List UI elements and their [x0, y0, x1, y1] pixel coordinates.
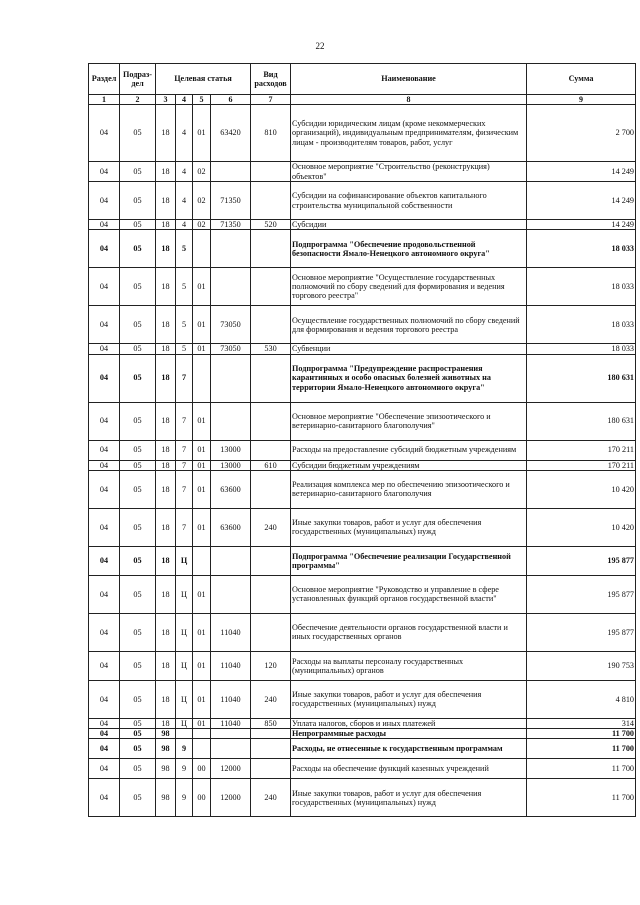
expense-type-cell: 530: [251, 344, 291, 354]
event-cell: 01: [193, 718, 211, 728]
event-cell: [193, 729, 211, 739]
subsection-cell: 05: [120, 651, 156, 680]
section-cell: 04: [89, 680, 120, 718]
table-row: [89, 182, 636, 220]
subsection-cell: 05: [120, 268, 156, 306]
subsection-cell: 05: [120, 162, 156, 182]
subsection-cell: 05: [120, 575, 156, 613]
direction-cell: [211, 402, 251, 440]
expense-type-cell: [251, 575, 291, 613]
subsection-cell: 05: [120, 759, 156, 779]
item-name-cell: Уплата налогов, сборов и иных платежей: [291, 718, 527, 728]
item-name-cell: Обеспечение деятельности органов государственной власти и иных государственных органов: [291, 613, 527, 651]
subsection-cell: 05: [120, 508, 156, 546]
subprogram-cell: 9: [176, 739, 193, 759]
subprogram-cell: 4: [176, 182, 193, 220]
event-cell: 02: [193, 182, 211, 220]
expense-type-cell: [251, 162, 291, 182]
column-number: 6: [211, 95, 251, 105]
amount-cell: 18 033: [527, 268, 636, 306]
subsection-cell: 05: [120, 220, 156, 230]
subprogram-cell: 5: [176, 306, 193, 344]
program-cell: 18: [156, 613, 176, 651]
subprogram-cell: 5: [176, 344, 193, 354]
program-cell: 98: [156, 739, 176, 759]
section-cell: 04: [89, 651, 120, 680]
direction-cell: 11040: [211, 651, 251, 680]
expense-type-cell: [251, 306, 291, 344]
section-cell: 04: [89, 546, 120, 575]
budget-table-body: [89, 105, 636, 817]
subsection-cell: 05: [120, 460, 156, 470]
item-name-cell: Подпрограмма "Обеспечение реализации Государственной программы": [291, 546, 527, 575]
item-name-cell: Основное мероприятие "Осуществление государственных полномочий по сбору сведений для формирования и ведения торгового реестра": [291, 268, 527, 306]
direction-cell: 13000: [211, 460, 251, 470]
event-cell: [193, 354, 211, 402]
direction-cell: 71350: [211, 220, 251, 230]
direction-cell: 12000: [211, 779, 251, 817]
table-row: [89, 680, 636, 718]
column-number-row: [89, 95, 636, 105]
event-cell: 01: [193, 402, 211, 440]
expense-type-cell: [251, 402, 291, 440]
table-row: [89, 575, 636, 613]
direction-cell: 11040: [211, 718, 251, 728]
program-cell: 18: [156, 508, 176, 546]
section-cell: 04: [89, 508, 120, 546]
amount-cell: 14 249: [527, 162, 636, 182]
expense-type-cell: [251, 354, 291, 402]
expense-type-cell: [251, 739, 291, 759]
direction-cell: 63420: [211, 105, 251, 162]
header-subsection: Подраз-дел: [120, 64, 156, 95]
section-cell: 04: [89, 344, 120, 354]
column-number: 9: [527, 95, 636, 105]
item-name-cell: Реализация комплекса мер по обеспечению эпизоотического и ветеринарно-санитарного благополучия: [291, 470, 527, 508]
amount-cell: 18 033: [527, 230, 636, 268]
event-cell: [193, 739, 211, 759]
section-cell: 04: [89, 460, 120, 470]
expense-type-cell: 810: [251, 105, 291, 162]
section-cell: 04: [89, 739, 120, 759]
program-cell: 18: [156, 546, 176, 575]
program-cell: 18: [156, 354, 176, 402]
table-row: [89, 354, 636, 402]
table-row: [89, 306, 636, 344]
subprogram-cell: 7: [176, 508, 193, 546]
subsection-cell: 05: [120, 306, 156, 344]
item-name-cell: Расходы на обеспечение функций казенных учреждений: [291, 759, 527, 779]
section-cell: 04: [89, 440, 120, 460]
amount-cell: 190 753: [527, 651, 636, 680]
section-cell: 04: [89, 718, 120, 728]
event-cell: 00: [193, 779, 211, 817]
subprogram-cell: 9: [176, 759, 193, 779]
item-name-cell: Субсидии бюджетным учреждениям: [291, 460, 527, 470]
subprogram-cell: 7: [176, 470, 193, 508]
program-cell: 18: [156, 268, 176, 306]
amount-cell: 195 877: [527, 575, 636, 613]
direction-cell: [211, 354, 251, 402]
expense-type-cell: [251, 546, 291, 575]
amount-cell: 4 810: [527, 680, 636, 718]
expense-type-cell: [251, 268, 291, 306]
subsection-cell: 05: [120, 729, 156, 739]
table-row: [89, 230, 636, 268]
section-cell: 04: [89, 613, 120, 651]
expense-type-cell: [251, 182, 291, 220]
section-cell: 04: [89, 182, 120, 220]
section-cell: 04: [89, 575, 120, 613]
table-row: [89, 344, 636, 354]
event-cell: 01: [193, 680, 211, 718]
program-cell: 98: [156, 759, 176, 779]
item-name-cell: Субсидии: [291, 220, 527, 230]
subsection-cell: 05: [120, 344, 156, 354]
program-cell: 18: [156, 220, 176, 230]
table-row: [89, 613, 636, 651]
amount-cell: 195 877: [527, 546, 636, 575]
header-type: Вид расходов: [251, 64, 291, 95]
table-row: [89, 729, 636, 739]
program-cell: 18: [156, 680, 176, 718]
column-number: 4: [176, 95, 193, 105]
section-cell: 04: [89, 470, 120, 508]
item-name-cell: Субвенции: [291, 344, 527, 354]
table-row: [89, 718, 636, 728]
subsection-cell: 05: [120, 105, 156, 162]
column-number: 2: [120, 95, 156, 105]
header-row: [89, 64, 636, 95]
event-cell: 02: [193, 162, 211, 182]
item-name-cell: Непрограммные расходы: [291, 729, 527, 739]
column-number: 1: [89, 95, 120, 105]
amount-cell: 18 033: [527, 306, 636, 344]
subprogram-cell: 7: [176, 460, 193, 470]
program-cell: 18: [156, 306, 176, 344]
amount-cell: 11 700: [527, 729, 636, 739]
program-cell: 18: [156, 162, 176, 182]
expense-type-cell: 610: [251, 460, 291, 470]
expense-type-cell: [251, 759, 291, 779]
program-cell: 18: [156, 440, 176, 460]
event-cell: 01: [193, 440, 211, 460]
expense-type-cell: [251, 440, 291, 460]
section-cell: 04: [89, 306, 120, 344]
program-cell: 18: [156, 182, 176, 220]
direction-cell: [211, 729, 251, 739]
section-cell: 04: [89, 729, 120, 739]
item-name-cell: Субсидии на софинансирование объектов капитального строительства муниципальной собственности: [291, 182, 527, 220]
item-name-cell: Субсидии юридическим лицам (кроме некоммерческих организаций), индивидуальным предпринимателям, физическим лицам - производителям товаров, работ, услуг: [291, 105, 527, 162]
direction-cell: [211, 739, 251, 759]
table-row: [89, 779, 636, 817]
direction-cell: [211, 546, 251, 575]
event-cell: 01: [193, 460, 211, 470]
direction-cell: 12000: [211, 759, 251, 779]
item-name-cell: Основное мероприятие "Обеспечение эпизоотического и ветеринарно-санитарного благополучия": [291, 402, 527, 440]
direction-cell: 63600: [211, 508, 251, 546]
subprogram-cell: Ц: [176, 546, 193, 575]
program-cell: 18: [156, 460, 176, 470]
subsection-cell: 05: [120, 402, 156, 440]
subprogram-cell: 5: [176, 230, 193, 268]
amount-cell: 11 700: [527, 779, 636, 817]
expense-type-cell: [251, 729, 291, 739]
table-row: [89, 220, 636, 230]
section-cell: 04: [89, 779, 120, 817]
header-section: Раздел: [89, 64, 120, 95]
table-row: [89, 105, 636, 162]
table-row: [89, 470, 636, 508]
amount-cell: 180 631: [527, 354, 636, 402]
item-name-cell: Подпрограмма "Обеспечение продовольственной безопасности Ямало-Ненецкого автономного округа": [291, 230, 527, 268]
item-name-cell: Осуществление государственных полномочий по сбору сведений для формирования и ведения торгового реестра: [291, 306, 527, 344]
subprogram-cell: Ц: [176, 613, 193, 651]
amount-cell: 314: [527, 718, 636, 728]
budget-table: [88, 63, 636, 817]
program-cell: 18: [156, 718, 176, 728]
subsection-cell: 05: [120, 230, 156, 268]
subsection-cell: 05: [120, 680, 156, 718]
table-row: [89, 759, 636, 779]
subsection-cell: 05: [120, 182, 156, 220]
table-row: [89, 440, 636, 460]
subprogram-cell: 4: [176, 105, 193, 162]
direction-cell: 71350: [211, 182, 251, 220]
table-row: [89, 460, 636, 470]
expense-type-cell: [251, 230, 291, 268]
section-cell: 04: [89, 759, 120, 779]
direction-cell: 11040: [211, 680, 251, 718]
expense-type-cell: 240: [251, 680, 291, 718]
column-number: 3: [156, 95, 176, 105]
direction-cell: 13000: [211, 440, 251, 460]
amount-cell: 14 249: [527, 182, 636, 220]
expense-type-cell: 240: [251, 779, 291, 817]
subsection-cell: 05: [120, 546, 156, 575]
amount-cell: 11 700: [527, 739, 636, 759]
event-cell: 01: [193, 344, 211, 354]
amount-cell: 18 033: [527, 344, 636, 354]
event-cell: 00: [193, 759, 211, 779]
column-number: 7: [251, 95, 291, 105]
event-cell: 01: [193, 613, 211, 651]
direction-cell: [211, 230, 251, 268]
item-name-cell: Иные закупки товаров, работ и услуг для обеспечения государственных (муниципальных) нужд: [291, 680, 527, 718]
event-cell: [193, 230, 211, 268]
table-row: [89, 402, 636, 440]
event-cell: 01: [193, 105, 211, 162]
program-cell: 18: [156, 230, 176, 268]
table-row: [89, 508, 636, 546]
direction-cell: [211, 162, 251, 182]
subsection-cell: 05: [120, 470, 156, 508]
event-cell: 01: [193, 651, 211, 680]
direction-cell: 11040: [211, 613, 251, 651]
subprogram-cell: 7: [176, 440, 193, 460]
event-cell: 01: [193, 470, 211, 508]
program-cell: 18: [156, 651, 176, 680]
section-cell: 04: [89, 354, 120, 402]
expense-type-cell: [251, 613, 291, 651]
amount-cell: 170 211: [527, 460, 636, 470]
subsection-cell: 05: [120, 739, 156, 759]
direction-cell: [211, 575, 251, 613]
section-cell: 04: [89, 230, 120, 268]
header-target: Целевая статья: [156, 64, 251, 95]
table-row: [89, 268, 636, 306]
item-name-cell: Иные закупки товаров, работ и услуг для обеспечения государственных (муниципальных) нужд: [291, 779, 527, 817]
subprogram-cell: 7: [176, 402, 193, 440]
table-row: [89, 651, 636, 680]
direction-cell: [211, 268, 251, 306]
program-cell: 98: [156, 729, 176, 739]
subprogram-cell: 7: [176, 354, 193, 402]
item-name-cell: Основное мероприятие "Руководство и управление в сфере установленных функций органов государственной власти": [291, 575, 527, 613]
amount-cell: 180 631: [527, 402, 636, 440]
section-cell: 04: [89, 402, 120, 440]
subprogram-cell: Ц: [176, 680, 193, 718]
subprogram-cell: Ц: [176, 718, 193, 728]
subsection-cell: 05: [120, 613, 156, 651]
event-cell: 01: [193, 508, 211, 546]
column-number: 8: [291, 95, 527, 105]
expense-type-cell: 120: [251, 651, 291, 680]
program-cell: 98: [156, 779, 176, 817]
subprogram-cell: 4: [176, 220, 193, 230]
event-cell: 01: [193, 268, 211, 306]
column-number: 5: [193, 95, 211, 105]
direction-cell: 63600: [211, 470, 251, 508]
program-cell: 18: [156, 575, 176, 613]
item-name-cell: Подпрограмма "Предупреждение распространения карантинных и особо опасных болезней животных на территории Ямало-Ненецкого автономного округа": [291, 354, 527, 402]
amount-cell: 2 700: [527, 105, 636, 162]
item-name-cell: Расходы на выплаты персоналу государственных (муниципальных) органов: [291, 651, 527, 680]
program-cell: 18: [156, 105, 176, 162]
event-cell: [193, 546, 211, 575]
item-name-cell: Иные закупки товаров, работ и услуг для обеспечения государственных (муниципальных) нужд: [291, 508, 527, 546]
header-sum: Сумма: [527, 64, 636, 95]
table-row: [89, 739, 636, 759]
program-cell: 18: [156, 344, 176, 354]
amount-cell: 170 211: [527, 440, 636, 460]
expense-type-cell: 850: [251, 718, 291, 728]
subprogram-cell: 4: [176, 162, 193, 182]
amount-cell: 195 877: [527, 613, 636, 651]
subsection-cell: 05: [120, 779, 156, 817]
table-row: [89, 546, 636, 575]
direction-cell: 73050: [211, 306, 251, 344]
expense-type-cell: 520: [251, 220, 291, 230]
section-cell: 04: [89, 105, 120, 162]
subprogram-cell: [176, 729, 193, 739]
expense-type-cell: 240: [251, 508, 291, 546]
subprogram-cell: 5: [176, 268, 193, 306]
page-number: 22: [315, 41, 325, 51]
subsection-cell: 05: [120, 440, 156, 460]
event-cell: 02: [193, 220, 211, 230]
subsection-cell: 05: [120, 718, 156, 728]
item-name-cell: Основное мероприятие "Строительство (реконструкция) объектов": [291, 162, 527, 182]
event-cell: 01: [193, 575, 211, 613]
direction-cell: 73050: [211, 344, 251, 354]
amount-cell: 11 700: [527, 759, 636, 779]
amount-cell: 14 249: [527, 220, 636, 230]
expense-type-cell: [251, 470, 291, 508]
program-cell: 18: [156, 470, 176, 508]
amount-cell: 10 420: [527, 470, 636, 508]
amount-cell: 10 420: [527, 508, 636, 546]
header-name: Наименование: [291, 64, 527, 95]
subprogram-cell: 9: [176, 779, 193, 817]
item-name-cell: Расходы на предоставление субсидий бюджетным учреждениям: [291, 440, 527, 460]
event-cell: 01: [193, 306, 211, 344]
section-cell: 04: [89, 162, 120, 182]
subprogram-cell: Ц: [176, 575, 193, 613]
subsection-cell: 05: [120, 354, 156, 402]
table-row: [89, 162, 636, 182]
section-cell: 04: [89, 268, 120, 306]
subprogram-cell: Ц: [176, 651, 193, 680]
section-cell: 04: [89, 220, 120, 230]
program-cell: 18: [156, 402, 176, 440]
item-name-cell: Расходы, не отнесенные к государственным программам: [291, 739, 527, 759]
